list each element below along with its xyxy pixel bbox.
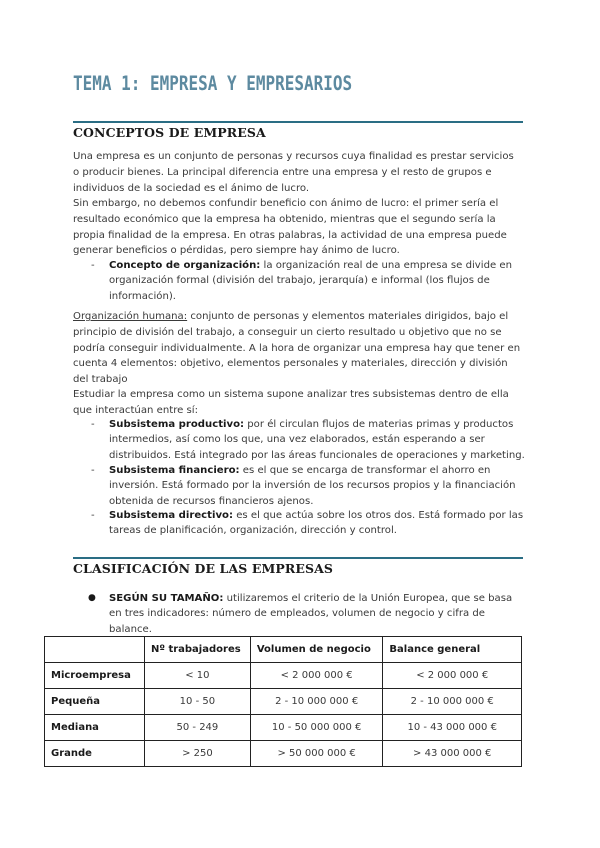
paragraph-beneficio: Sin embargo, no debemos confundir beneficio con ánimo de lucro: el primer sería el resultado económico que la empresa ha obtenido, mientras que el segundo sería la propia finalidad de la empresa. En otras palabras, la actividad de una empresa puede generar beneficios o pérdidas, pero siempre hay ánimo de lucro. bbox=[73, 198, 507, 257]
row-label: Pequeña bbox=[45, 689, 145, 715]
item-label: SEGÚN SU TAMAÑO: bbox=[109, 593, 224, 604]
bullet-icon: ● bbox=[88, 593, 96, 603]
page-title: TEMA 1: EMPRESA Y EMPRESARIOS bbox=[73, 72, 353, 95]
header-cell: Balance general bbox=[383, 637, 522, 663]
list-dash: - bbox=[91, 260, 95, 271]
paragraph-definition: Una empresa es un conjunto de personas y recursos cuya finalidad es prestar servicios o producir bienes. La principal diferencia entre una empresa y el resto de grupos e individuos de la sociedad es el ánimo de lucro. bbox=[73, 151, 514, 194]
table-row bbox=[45, 741, 522, 767]
row-label: Microempresa bbox=[45, 663, 145, 689]
list-dash: - bbox=[91, 465, 95, 476]
header-cell: Nº trabajadores bbox=[144, 637, 250, 663]
table-row bbox=[45, 715, 522, 741]
paragraph-text: conjunto de personas y elementos materiales dirigidos, bajo el principio de división del trabajo, a conseguir un cierto resultado u objetivo que no se podría conseguir individualmente. A la hora de organizar una empresa hay que tener en cuenta 4 elementos: objetivo, elementos personales y materiales, dirección y división del trabajo bbox=[73, 311, 521, 386]
row-label: Grande bbox=[45, 741, 145, 767]
company-size-table bbox=[44, 636, 522, 767]
list-item-subsistema-productivo bbox=[109, 417, 529, 463]
cell-workers: 50 - 249 bbox=[144, 715, 250, 741]
list-item-tamano bbox=[109, 591, 524, 637]
cell-balance: < 2 000 000 € bbox=[383, 663, 522, 689]
cell-volume: 10 - 50 000 000 € bbox=[250, 715, 383, 741]
cell-workers: > 250 bbox=[144, 741, 250, 767]
item-text: es el que actúa sobre los otros dos. Está formado por las tareas de planificación, organización, dirección y control. bbox=[109, 510, 524, 537]
cell-volume: > 50 000 000 € bbox=[250, 741, 383, 767]
item-label: Subsistema productivo: bbox=[109, 419, 245, 430]
item-text: la organización real de una empresa se divide en organización formal (división del trabajo, jerarquía) e informal (los flujos de información). bbox=[109, 260, 512, 302]
item-text: utilizaremos el criterio de la Unión Europea, que se basa en tres indicadores: número de empleados, volumen de negocio y cifra de balance. bbox=[109, 593, 513, 635]
cell-volume: < 2 000 000 € bbox=[250, 663, 383, 689]
table-row bbox=[45, 689, 522, 715]
cell-workers: 10 - 50 bbox=[144, 689, 250, 715]
list-dash: - bbox=[91, 510, 95, 521]
section-heading-conceptos: CONCEPTOS DE EMPRESA bbox=[73, 125, 266, 140]
cell-balance: 10 - 43 000 000 € bbox=[383, 715, 522, 741]
list-item-subsistema-financiero bbox=[109, 463, 529, 509]
paragraph-sistema: Estudiar la empresa como un sistema supone analizar tres subsistemas dentro de ella que interactúan entre sí: bbox=[73, 389, 509, 416]
list-dash: - bbox=[91, 419, 95, 430]
table-header-row bbox=[45, 637, 522, 663]
cell-balance: 2 - 10 000 000 € bbox=[383, 689, 522, 715]
list-item-subsistema-directivo bbox=[109, 508, 529, 539]
row-label: Mediana bbox=[45, 715, 145, 741]
list-item-organizacion bbox=[109, 258, 529, 304]
item-text: es el que se encarga de transformar el ahorro en inversión. Está formado por la inversión de los recursos propios y la financiación obtenida de recursos financieros ajenos. bbox=[109, 465, 516, 507]
section-divider bbox=[73, 557, 523, 559]
section-divider bbox=[73, 121, 523, 123]
cell-balance: > 43 000 000 € bbox=[383, 741, 522, 767]
table-row bbox=[45, 663, 522, 689]
item-label: Concepto de organización: bbox=[109, 260, 261, 271]
header-cell: Volumen de negocio bbox=[250, 637, 383, 663]
cell-volume: 2 - 10 000 000 € bbox=[250, 689, 383, 715]
paragraph-organizacion-humana bbox=[73, 309, 523, 388]
item-label: Subsistema financiero: bbox=[109, 465, 240, 476]
underlined-term: Organización humana: bbox=[73, 311, 188, 322]
cell-workers: < 10 bbox=[144, 663, 250, 689]
item-text: por él circulan flujos de materias primas y productos intermedios, así como los que, una vez elaborados, están esperando a ser distribuidos. Está integrado por las áreas funcionales de operaciones y marketing. bbox=[109, 419, 525, 461]
item-label: Subsistema directivo: bbox=[109, 510, 233, 521]
header-cell bbox=[45, 637, 145, 663]
section-heading-clasificacion: CLASIFICACIÓN DE LAS EMPRESAS bbox=[73, 561, 334, 576]
